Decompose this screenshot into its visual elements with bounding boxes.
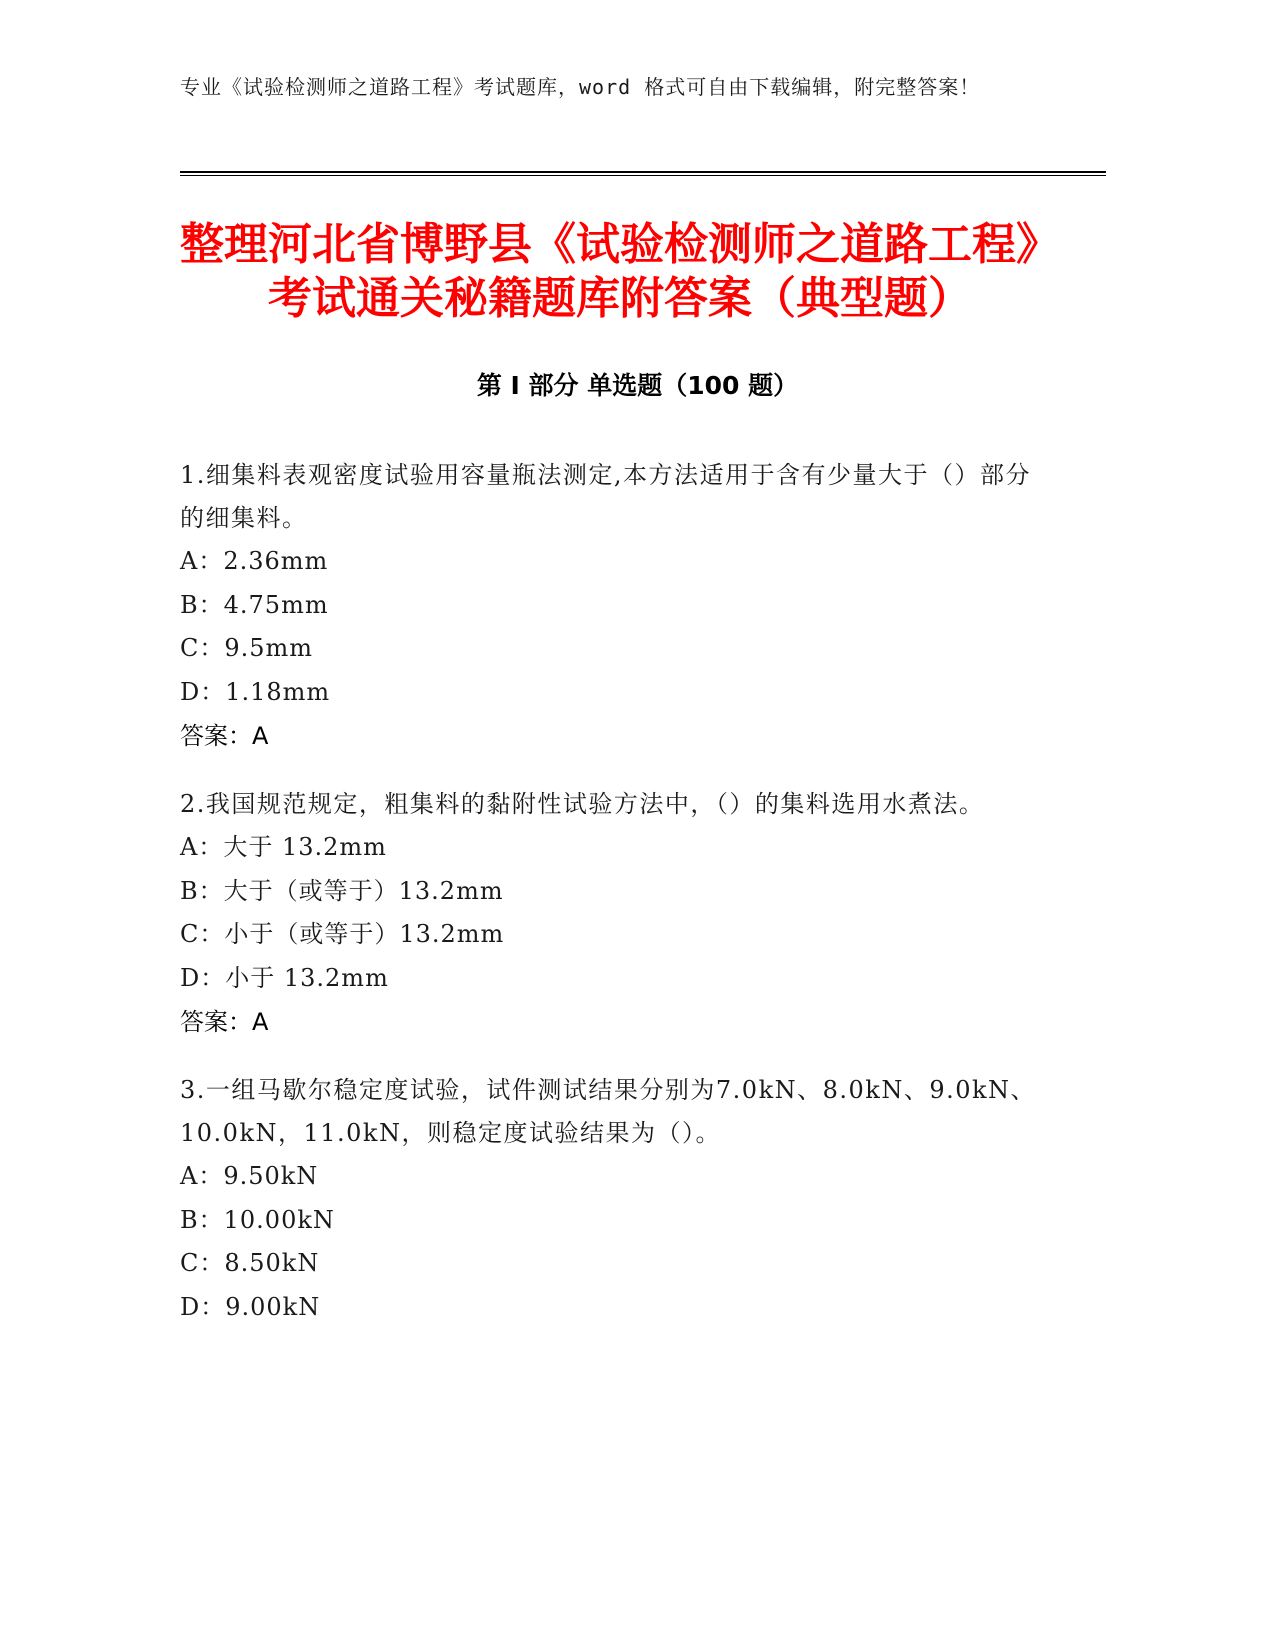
option-c: C：9.5mm xyxy=(180,634,314,662)
option-b: B：大于（或等于）13.2mm xyxy=(180,876,504,905)
question-stem: 1.细集料表观密度试验用容量瓶法测定,本方法适用于含有少量大于（）部分的细集料。 xyxy=(180,461,1032,532)
question-item xyxy=(180,454,1040,758)
header-divider-thick xyxy=(180,171,1106,173)
question-stem: 3.一组马歇尔稳定度试验，试件测试结果分别为7.0kN、8.0kN、9.0kN、10.0kN，11.0kN，则稳定度试验结果为（）。 xyxy=(180,1076,1037,1147)
option-b: B：4.75mm xyxy=(180,590,329,619)
option-d: D：小于 13.2mm xyxy=(180,963,389,992)
document-title: 整理河北省博野县《试验检测师之道路工程》考试通关秘籍题库附答案（典型题） xyxy=(180,219,1060,324)
question-stem: 2.我国规范规定，粗集料的黏附性试验方法中，（）的集料选用水煮法。 xyxy=(180,790,985,818)
option-c: C：小于（或等于）13.2mm xyxy=(180,920,505,948)
option-c: C：8.50kN xyxy=(180,1249,320,1277)
option-a: A：大于 13.2mm xyxy=(180,833,387,861)
option-d: D：1.18mm xyxy=(180,677,331,706)
answer-line: 答案：A xyxy=(180,1008,269,1036)
option-a: A：9.50kN xyxy=(180,1162,319,1190)
section-heading: 第 I 部分 单选题（100 题） xyxy=(476,371,799,400)
option-b: B：10.00kN xyxy=(180,1205,335,1234)
question-item xyxy=(180,783,1040,1044)
question-item xyxy=(180,1069,1040,1329)
header-note: 专业《试验检测师之道路工程》考试题库，word 格式可自由下载编辑，附完整答案！ xyxy=(180,75,981,99)
option-a: A：2.36mm xyxy=(180,547,329,575)
option-d: D：9.00kN xyxy=(180,1292,321,1321)
question-list xyxy=(180,454,1040,1354)
header-divider-thin xyxy=(180,175,1106,176)
answer-line: 答案：A xyxy=(180,722,269,750)
